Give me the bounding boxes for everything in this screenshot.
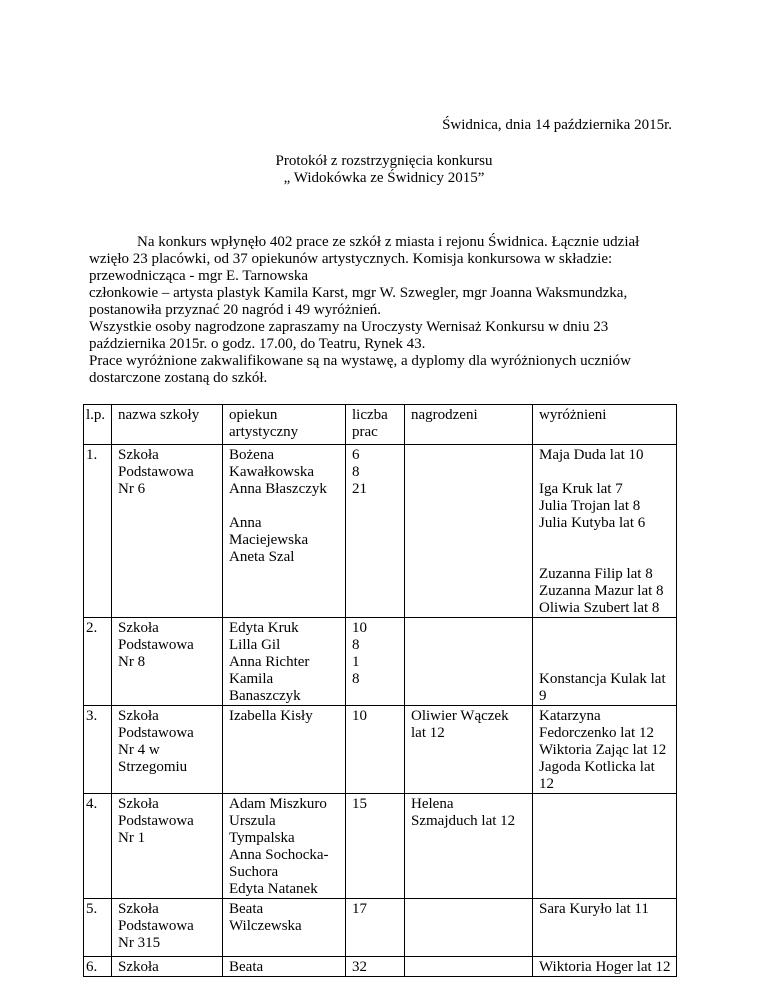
cell-teacher: Bożena Kawałkowska Anna Błaszczyk Anna Maciejewska Aneta Szal — [223, 445, 346, 618]
cell-distinguished: Wiktoria Hoger lat 12 — [533, 957, 677, 977]
cell-lp: 5. — [84, 899, 112, 957]
cell-count: 15 — [346, 794, 405, 899]
cell-lp: 3. — [84, 706, 112, 794]
cell-count: 17 — [346, 899, 405, 957]
cell-count: 6 8 21 — [346, 445, 405, 618]
cell-school: Szkoła Podstawowa Nr 6 — [112, 445, 223, 618]
title-line: „ Widokówka ze Świdnicy 2015” — [283, 170, 485, 186]
body-line: Na konkurs wpłynęło 402 prace ze szkół z miasta i rejonu Świdnica. Łącznie udział — [137, 234, 640, 250]
document-date: Świdnica, dnia 14 października 2015r. — [442, 117, 672, 133]
body-line: przewodnicząca - mgr E. Tarnowska — [89, 268, 308, 284]
header-teacher: opiekun artystyczny — [223, 405, 346, 445]
header-school: nazwa szkoły — [112, 405, 223, 445]
table-row — [84, 899, 677, 957]
cell-lp: 1. — [84, 445, 112, 618]
cell-school: Szkoła Podstawowa Nr 8 — [112, 618, 223, 706]
cell-lp: 4. — [84, 794, 112, 899]
header-count: liczba prac — [346, 405, 405, 445]
results-table — [83, 404, 677, 977]
table-header-row — [84, 405, 677, 445]
cell-distinguished: Maja Duda lat 10 Iga Kruk lat 7 Julia Trojan lat 8 Julia Kutyba lat 6 Zuzanna Filip lat 8 Zuzanna Mazur lat 8 Oliwia Szubert lat 8 — [533, 445, 677, 618]
cell-distinguished: Konstancja Kulak lat 9 — [533, 618, 677, 706]
cell-distinguished — [533, 794, 677, 899]
body-line: członkowie – artysta plastyk Kamila Karst, mgr W. Szwegler, mgr Joanna Waksmundzka, — [89, 285, 628, 301]
table-row — [84, 706, 677, 794]
cell-awarded: Oliwier Wączek lat 12 — [405, 706, 533, 794]
body-line: dostarczone zostaną do szkół. — [89, 370, 268, 386]
header-lp: l.p. — [84, 405, 112, 445]
cell-teacher: Adam Miszkuro Urszula Tympalska Anna Sochocka- Suchora Edyta Natanek — [223, 794, 346, 899]
body-line: postanowiła przyznać 20 nagród i 49 wyróżnień. — [89, 302, 381, 318]
cell-awarded — [405, 618, 533, 706]
cell-school: Szkoła Podstawowa Nr 315 — [112, 899, 223, 957]
cell-awarded — [405, 957, 533, 977]
header-distinguished: wyróżnieni — [533, 405, 677, 445]
cell-awarded — [405, 445, 533, 618]
cell-count: 32 — [346, 957, 405, 977]
body-line: października 2015r. o godz. 17.00, do Teatru, Rynek 43. — [89, 336, 426, 352]
cell-lp: 2. — [84, 618, 112, 706]
body-line: wzięło 23 placówki, od 37 opiekunów artystycznych. Komisja konkursowa w składzie: — [89, 251, 613, 267]
table-row — [84, 794, 677, 899]
cell-teacher: Beata — [223, 957, 346, 977]
cell-school: Szkoła Podstawowa Nr 1 — [112, 794, 223, 899]
document-title — [0, 153, 768, 187]
table-row — [84, 618, 677, 706]
cell-teacher: Beata Wilczewska — [223, 899, 346, 957]
cell-distinguished: Sara Kuryło lat 11 — [533, 899, 677, 957]
title-line: Protokół z rozstrzygnięcia konkursu — [275, 153, 493, 169]
cell-school: Szkoła — [112, 957, 223, 977]
cell-distinguished: Katarzyna Fedorczenko lat 12 Wiktoria Zając lat 12 Jagoda Kotlicka lat 12 — [533, 706, 677, 794]
table-row — [84, 445, 677, 618]
cell-teacher: Izabella Kisły — [223, 706, 346, 794]
cell-count: 10 8 1 8 — [346, 618, 405, 706]
cell-awarded: Helena Szmajduch lat 12 — [405, 794, 533, 899]
cell-school: Szkoła Podstawowa Nr 4 w Strzegomiu — [112, 706, 223, 794]
header-awarded: nagrodzeni — [405, 405, 533, 445]
cell-count: 10 — [346, 706, 405, 794]
cell-awarded — [405, 899, 533, 957]
body-line: Wszystkie osoby nagrodzone zapraszamy na Uroczysty Wernisaż Konkursu w dniu 23 — [89, 319, 609, 335]
body-line: Prace wyróżnione zakwalifikowane są na wystawę, a dyplomy dla wyróżnionych uczniów — [89, 353, 631, 369]
table-row — [84, 957, 677, 977]
protocol-body — [89, 234, 689, 387]
cell-lp: 6. — [84, 957, 112, 977]
cell-teacher: Edyta Kruk Lilla Gil Anna Richter Kamila Banaszczyk — [223, 618, 346, 706]
